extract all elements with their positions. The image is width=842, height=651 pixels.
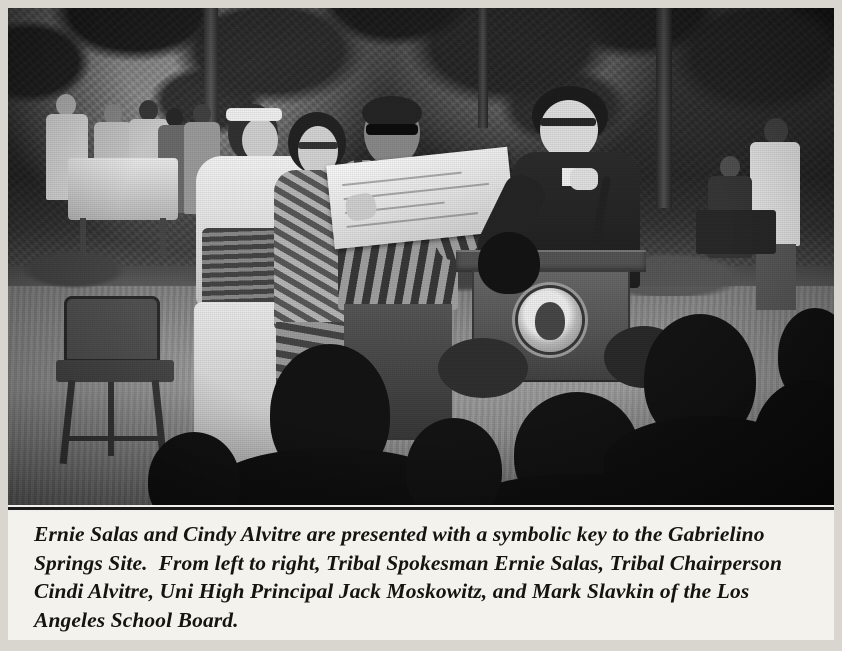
decorative-plant xyxy=(438,338,528,398)
page-margin-top xyxy=(0,0,842,8)
page-margin-left xyxy=(0,0,8,651)
person-face xyxy=(540,100,598,160)
eyeglasses xyxy=(540,118,596,126)
chair-crossbar xyxy=(66,436,158,441)
chair-seat xyxy=(56,360,174,382)
chair-backrest xyxy=(64,296,160,362)
equipment-case xyxy=(696,210,776,254)
attendee-head xyxy=(139,100,158,121)
equipment-table xyxy=(68,158,178,220)
microphone-head xyxy=(570,168,598,190)
caption-text: Ernie Salas and Cindy Alvitre are presented with a symbolic key to the Gabrielino Springs Site. From left to right, Tribal Spokesman Ernie Salas, Tribal Chairperson Cindi Alvitre, Uni High Principal Jack Moskowitz, and Mark Slavkin of the Los Angeles School Board. xyxy=(34,522,788,632)
eyeglasses xyxy=(298,142,338,149)
tree-trunk xyxy=(656,8,672,208)
table-leg xyxy=(160,218,166,256)
chair-leg xyxy=(60,380,76,464)
podium-seal-emblem xyxy=(535,302,566,340)
attendee-head xyxy=(104,104,122,124)
attendee-head xyxy=(764,118,788,144)
document-line xyxy=(342,172,462,187)
sunglasses xyxy=(366,124,418,135)
page-margin-bottom xyxy=(0,640,842,651)
photo-caption xyxy=(8,512,834,640)
attendee-head xyxy=(720,156,740,178)
podium-seal xyxy=(518,288,582,352)
attendee-head xyxy=(56,94,76,116)
table-leg xyxy=(80,218,86,256)
chair-leg xyxy=(108,382,114,456)
audience-head-foreground xyxy=(478,232,540,294)
tree-trunk xyxy=(478,8,488,128)
caption-divider-rule xyxy=(8,507,834,510)
ceremony-photograph xyxy=(8,8,834,505)
page-margin-right xyxy=(834,0,842,651)
